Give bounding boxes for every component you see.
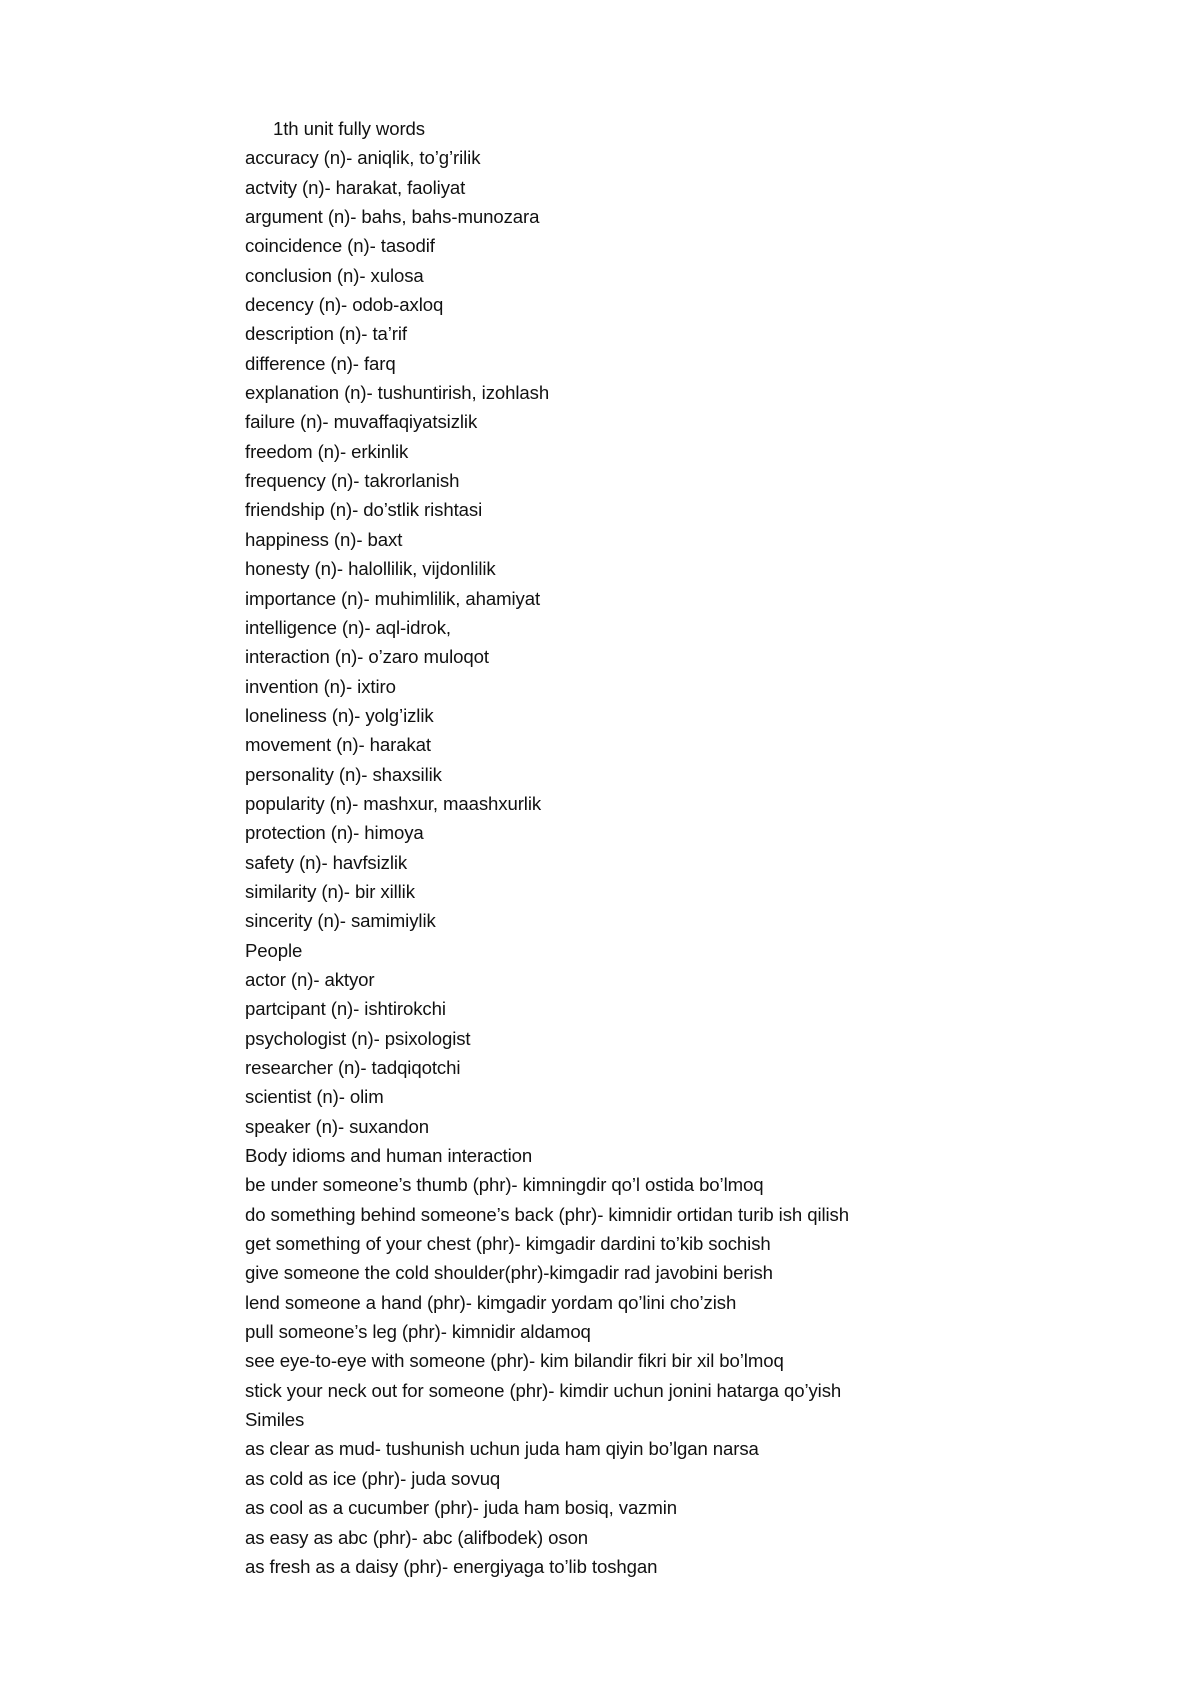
- vocab-line: scientist (n)- olim: [245, 1086, 384, 1108]
- vocab-line: explanation (n)- tushuntirish, izohlash: [245, 382, 550, 404]
- vocab-line: as clear as mud- tushunish uchun juda ham qiyin bo’lgan narsa: [245, 1438, 759, 1460]
- vocab-line: movement (n)- harakat: [245, 734, 431, 756]
- vocab-line: decency (n)- odob-axloq: [245, 294, 444, 316]
- vocab-line: give someone the cold shoulder(phr)-kimgadir rad javobini berish: [245, 1262, 773, 1284]
- section-heading-similes: Similes: [245, 1409, 305, 1431]
- vocab-line: actvity (n)- harakat, faoliyat: [245, 176, 466, 198]
- section-heading-people: People: [245, 939, 303, 961]
- vocab-line: pull someone’s leg (phr)- kimnidir aldamoq: [245, 1321, 591, 1343]
- vocab-line: friendship (n)- do’stlik rishtasi: [245, 499, 483, 521]
- vocab-line: happiness (n)- baxt: [245, 528, 403, 550]
- vocab-line: as cool as a cucumber (phr)- juda ham bosiq, vazmin: [245, 1497, 678, 1519]
- vocab-line: be under someone’s thumb (phr)- kimningdir qo’l ostida bo’lmoq: [245, 1174, 764, 1196]
- vocab-line: invention (n)- ixtiro: [245, 675, 396, 697]
- vocab-line: researcher (n)- tadqiqotchi: [245, 1057, 461, 1078]
- vocab-line: stick your neck out for someone (phr)- kimdir uchun jonini hatarga qo’yish: [245, 1379, 842, 1401]
- vocab-line: similarity (n)- bir xillik: [245, 880, 415, 902]
- vocab-line: honesty (n)- halollilik, vijdonlilik: [245, 558, 496, 580]
- document-body: [245, 114, 1145, 1581]
- vocab-line: importance (n)- muhimlilik, ahamiyat: [245, 587, 541, 609]
- vocab-line: conclusion (n)- xulosa: [245, 264, 424, 286]
- vocab-line: freedom (n)- erkinlik: [245, 440, 409, 462]
- vocab-line: interaction (n)- o’zaro muloqot: [245, 646, 489, 668]
- vocab-line: loneliness (n)- yolg’izlik: [245, 704, 434, 726]
- vocab-line: safety (n)- havfsizlik: [245, 851, 408, 873]
- vocab-line: protection (n)- himoya: [245, 822, 424, 844]
- vocab-line: as cold as ice (phr)- juda sovuq: [245, 1467, 501, 1489]
- vocab-line: see eye-to-eye with someone (phr)- kim bilandir fikri bir xil bo’lmoq: [245, 1350, 784, 1372]
- vocab-line: speaker (n)- suxandon: [245, 1115, 429, 1137]
- vocab-line: as fresh as a daisy (phr)- energiyaga to’lib toshgan: [245, 1555, 658, 1577]
- document-title: 1th unit fully words: [273, 118, 425, 139]
- vocab-line: description (n)- ta’rif: [245, 323, 407, 345]
- vocab-line: failure (n)- muvaffaqiyatsizlik: [245, 411, 478, 433]
- vocab-line: personality (n)- shaxsilik: [245, 763, 442, 785]
- vocab-line: frequency (n)- takrorlanish: [245, 470, 460, 492]
- vocab-line: sincerity (n)- samimiylik: [245, 910, 436, 932]
- vocab-line: as easy as abc (phr)- abc (alifbodek) oson: [245, 1526, 589, 1548]
- vocab-line: actor (n)- aktyor: [245, 968, 375, 990]
- vocab-line: coincidence (n)- tasodif: [245, 235, 435, 257]
- vocab-line: accuracy (n)- aniqlik, to’g’rilik: [245, 147, 481, 169]
- vocab-line: psychologist (n)- psixologist: [245, 1027, 471, 1049]
- vocab-line: popularity (n)- mashxur, maashxurlik: [245, 792, 542, 814]
- vocab-line: partcipant (n)- ishtirokchi: [245, 998, 446, 1020]
- vocab-line: argument (n)- bahs, bahs-munozara: [245, 206, 540, 228]
- vocab-line: do something behind someone’s back (phr)- kimnidir ortidan turib ish qilish: [245, 1203, 849, 1225]
- vocab-line: get something of your chest (phr)- kimgadir dardini to’kib sochish: [245, 1233, 771, 1255]
- vocab-line: intelligence (n)- aql-idrok,: [245, 616, 451, 638]
- vocab-line: difference (n)- farq: [245, 352, 396, 374]
- vocab-line: lend someone a hand (phr)- kimgadir yordam qo’lini cho’zish: [245, 1291, 737, 1313]
- section-heading-body-idioms: Body idioms and human interaction: [245, 1145, 533, 1167]
